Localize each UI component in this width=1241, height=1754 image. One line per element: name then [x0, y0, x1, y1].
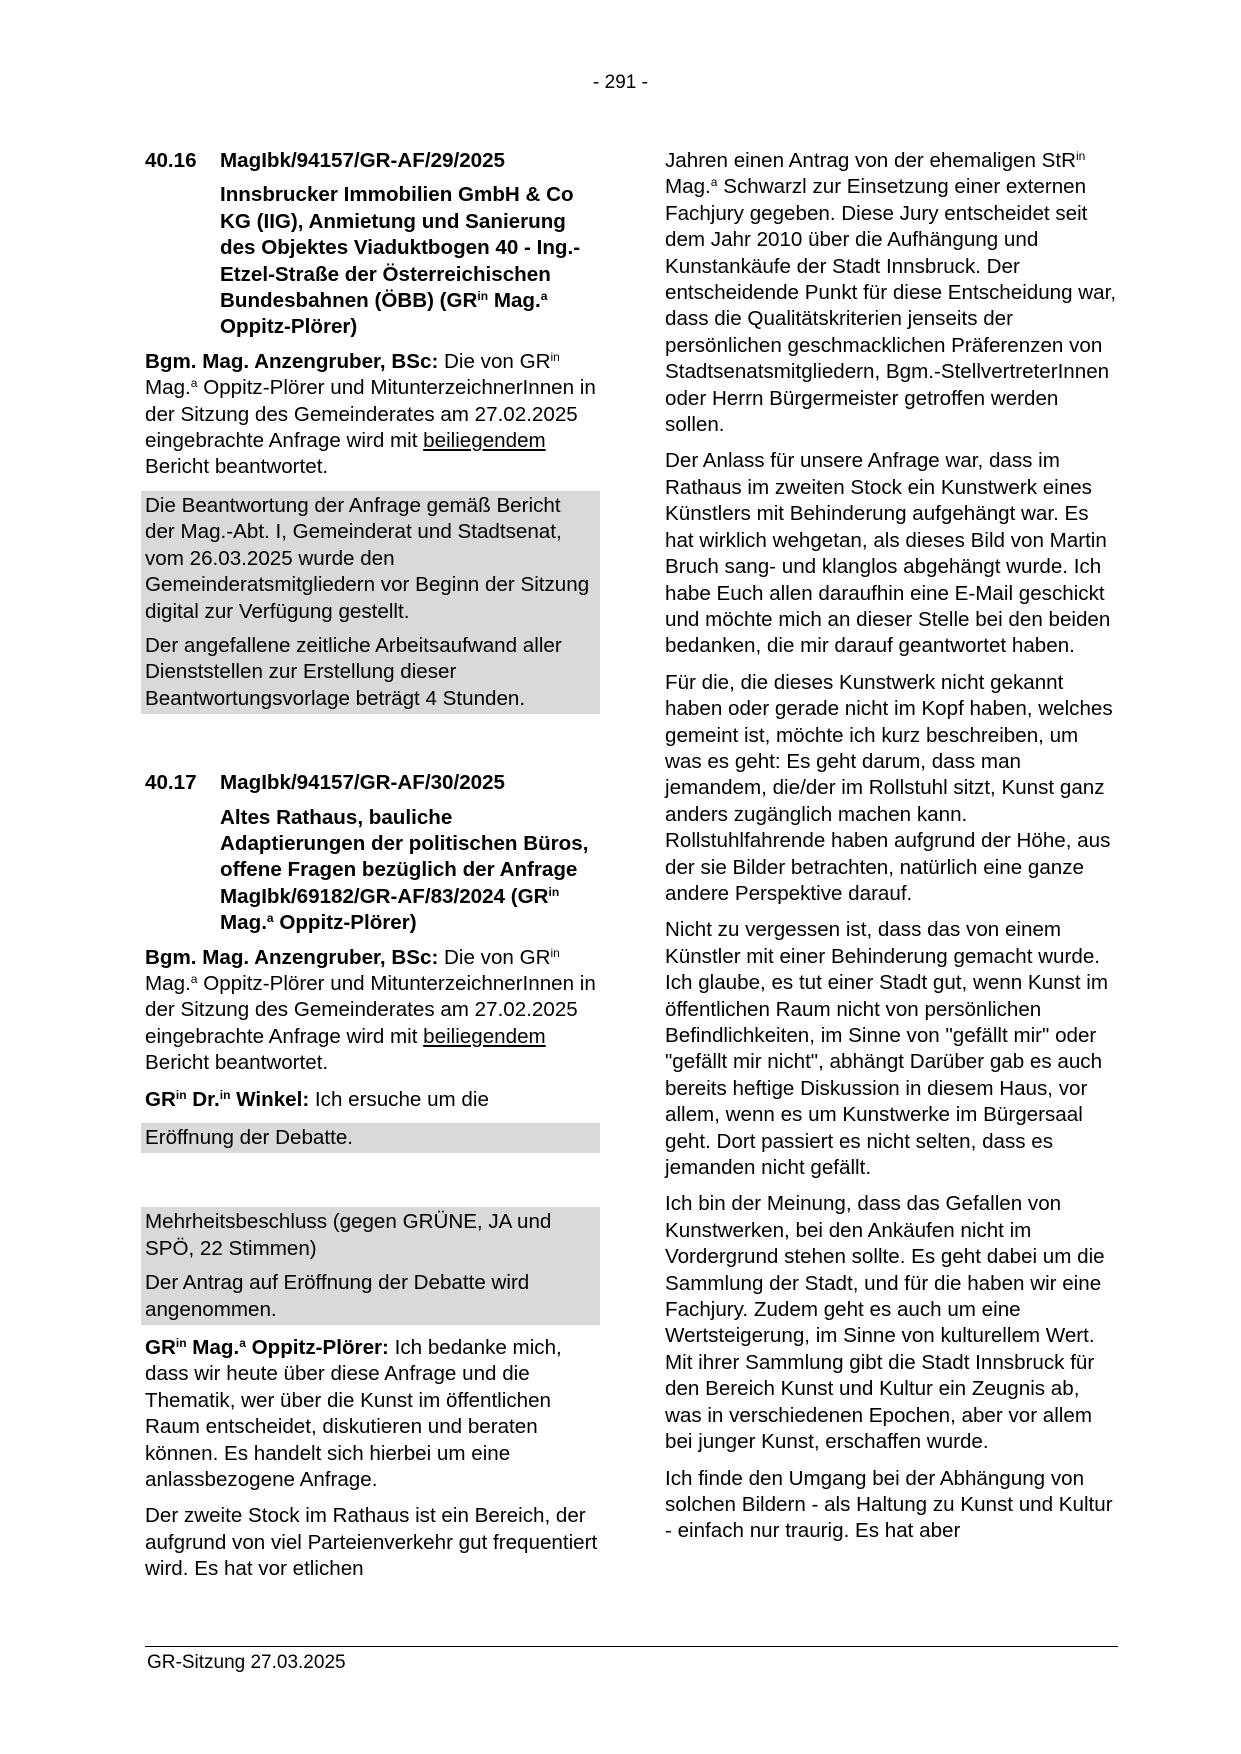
speech-paragraph: Der Anlass für unsere Anfrage war, dass im Rathaus im zweiten Stock ein Kunstwerk eines Künstlers mit Behinderung aufgehängt war. Es hat wirklich wehgetan, als dieses Bild von Martin Bruch sang- und klanglos abgehängt wurde. Ich habe Euch allen daraufhin eine E-Mail geschickt und möchte mich an dieser Stelle bei den beiden bedanken, die mir darauf geantwortet haben. [665, 449, 1111, 658]
left-column [145, 148, 598, 1593]
footer-text: GR-Sitzung 27.03.2025 [147, 1652, 346, 1673]
footer-rule [145, 1646, 1118, 1647]
note-text: Der angefallene zeitliche Arbeitsaufwand aller Dienststellen zur Erstellung dieser Beantwortungsvorlage beträgt 4 Stunden. [145, 633, 562, 710]
right-column [665, 148, 1118, 1555]
agenda-item-number: 40.16 [145, 149, 197, 172]
speech-paragraph: Ich bin der Meinung, dass das Gefallen von Kunstwerken, bei den Ankäufen nicht im Vordergrund stehen sollte. Es geht dabei um die Sammlung der Stadt, und für die haben wir eine Fachjury. Zudem geht es auch um eine Wertsteigerung, im Sinne von kulturellem Wert. Mit ihrer Sammlung gibt die Stadt Innsbruck für den Bereich Kunst und Kultur ein Zeugnis ab, was in verschiedenen Epochen, aber vor allem bei junger Kunst, erschaffen wurde. [665, 1192, 1105, 1454]
agenda-item-number: 40.17 [145, 771, 197, 795]
shaded-note [141, 1123, 600, 1153]
agenda-item-title: Altes Rathaus, bauliche Adaptierungen der politischen Büros, offene Fragen bezüglich der Anfrage MagIbk/69182/GR-AF/83/2024 ($GR^{in}$ Mag.$^a$ Oppitz-Plörer) [220, 805, 589, 935]
agenda-item-reference: MagIbk/94157/GR-AF/30/2025 [220, 771, 506, 795]
agenda-item-heading [145, 148, 598, 174]
speaker-request: $GR^{in}$ Dr.$^{in}$ Winkel: Ich ersuche um die [145, 1087, 489, 1111]
speech-paragraph: $GR^{in}$ Mag.$^a$ Oppitz-Plörer: Ich bedanke mich, dass wir heute über diese Anfrage und die Thematik, wer über die Kunst im öffentlichen Raum entscheidet, diskutieren und beraten können. Es handelt sich hierbei um eine anlassbezogene Anfrage. [145, 1336, 562, 1492]
shaded-note [141, 491, 600, 714]
resolution-vote: Mehrheitsbeschluss (gegen GRÜNE, JA und SPÖ, 22 Stimmen) [145, 1210, 552, 1260]
resolution-result: Der Antrag auf Eröffnung der Debatte wird angenommen. [145, 1271, 530, 1321]
agenda-item-reference: MagIbk/94157/GR-AF/29/2025 [220, 149, 506, 172]
agenda-item-heading [145, 770, 598, 796]
mayor-answer: Bgm. Mag. Anzengruber, BSc: Die von $GR^{in}$ Mag.$^a$ Oppitz-Plörer und MitunterzeichnerInnen in der Sitzung des Gemeinderates am 27.02.2025 eingebrachte Anfrage wird mit beiliegendem Bericht beantwortet. [145, 945, 596, 1075]
speech-paragraph: Nicht zu vergessen ist, dass das von einem Künstler mit einer Behinderung gemacht wurde. Ich glaube, es tut einer Stadt gut, wenn Kunst im öffentlichen Raum nicht von persönlichen Befindlichkeiten, im Sinne von "gefällt mir" oder "gefällt mir nicht", abhängt Darüber gab es auch bereits heftige Diskussion in diesem Haus, vor allem, wenn es um Kunstwerke im Bürgersaal geht. Dort passiert es nicht selten, dass es jemanden nicht gefällt. [665, 918, 1109, 1180]
speech-paragraph: Für die, die dieses Kunstwerk nicht gekannt haben oder gerade nicht im Kopf haben, welches gemeint ist, möchte ich kurz beschreiben, um was es geht: Es geht darum, dass man jemandem, die/der im Rollstuhl sitzt, Kunst ganz anders zugänglich machen kann. Rollstuhlfahrende haben aufgrund der Höhe, aus der sie Bilder betrachten, natürlich eine ganze andere Perspektive darauf. [665, 670, 1113, 905]
speech-paragraph: Jahren einen Antrag von der ehemaligen StR$^{in}$ Mag.$^a$ Schwarzl zur Einsetzung einer externen Fachjury gegeben. Diese Jury entscheidet seit dem Jahr 2010 über die Aufhängung und Kunstankäufe der Stadt Innsbruck. Der entscheidende Punkt für diese Entscheidung war, dass die Qualitätskriterien jenseits der persönlichen geschmacklichen Präferenzen von Stadtsenatsmitgliedern, Bgm.-StellvertreterInnen oder Herrn Bürgermeister getroffen werden sollen. [665, 149, 1117, 437]
speech-paragraph: Der zweite Stock im Rathaus ist ein Bereich, der aufgrund von viel Parteienverkehr gut frequentiert wird. Es hat vor etlichen [145, 1504, 598, 1581]
page-number: - 291 - [593, 72, 648, 93]
agenda-item-title: Innsbrucker Immobilien GmbH & Co KG (IIG), Anmietung und Sanierung des Objektes Viaduktbogen 40 - Ing.-Etzel-Straße der Österreichischen Bundesbahnen (ÖBB) ($GR^{in}$ Mag.$^a$ Oppitz-Plörer) [220, 183, 581, 339]
note-text: Die Beantwortung der Anfrage gemäß Bericht der Mag.-Abt. I, Gemeinderat und Stadtsenat, vom 26.03.2025 wurde den Gemeinderatsmitgliedern vor Beginn der Sitzung digital zur Verfügung gestellt. [145, 493, 590, 623]
note-text: Eröffnung der Debatte. [145, 1126, 353, 1149]
speech-paragraph: Ich finde den Umgang bei der Abhängung von solchen Bildern - als Haltung zu Kunst und Kultur - einfach nur traurig. Es hat aber [665, 1466, 1113, 1543]
resolution-box [141, 1207, 600, 1325]
mayor-answer: Bgm. Mag. Anzengruber, BSc: Die von $GR^{in}$ Mag.$^a$ Oppitz-Plörer und MitunterzeichnerInnen in der Sitzung des Gemeinderates am 27.02.2025 eingebrachte Anfrage wird mit beiliegendem Bericht beantwortet. [145, 349, 596, 479]
